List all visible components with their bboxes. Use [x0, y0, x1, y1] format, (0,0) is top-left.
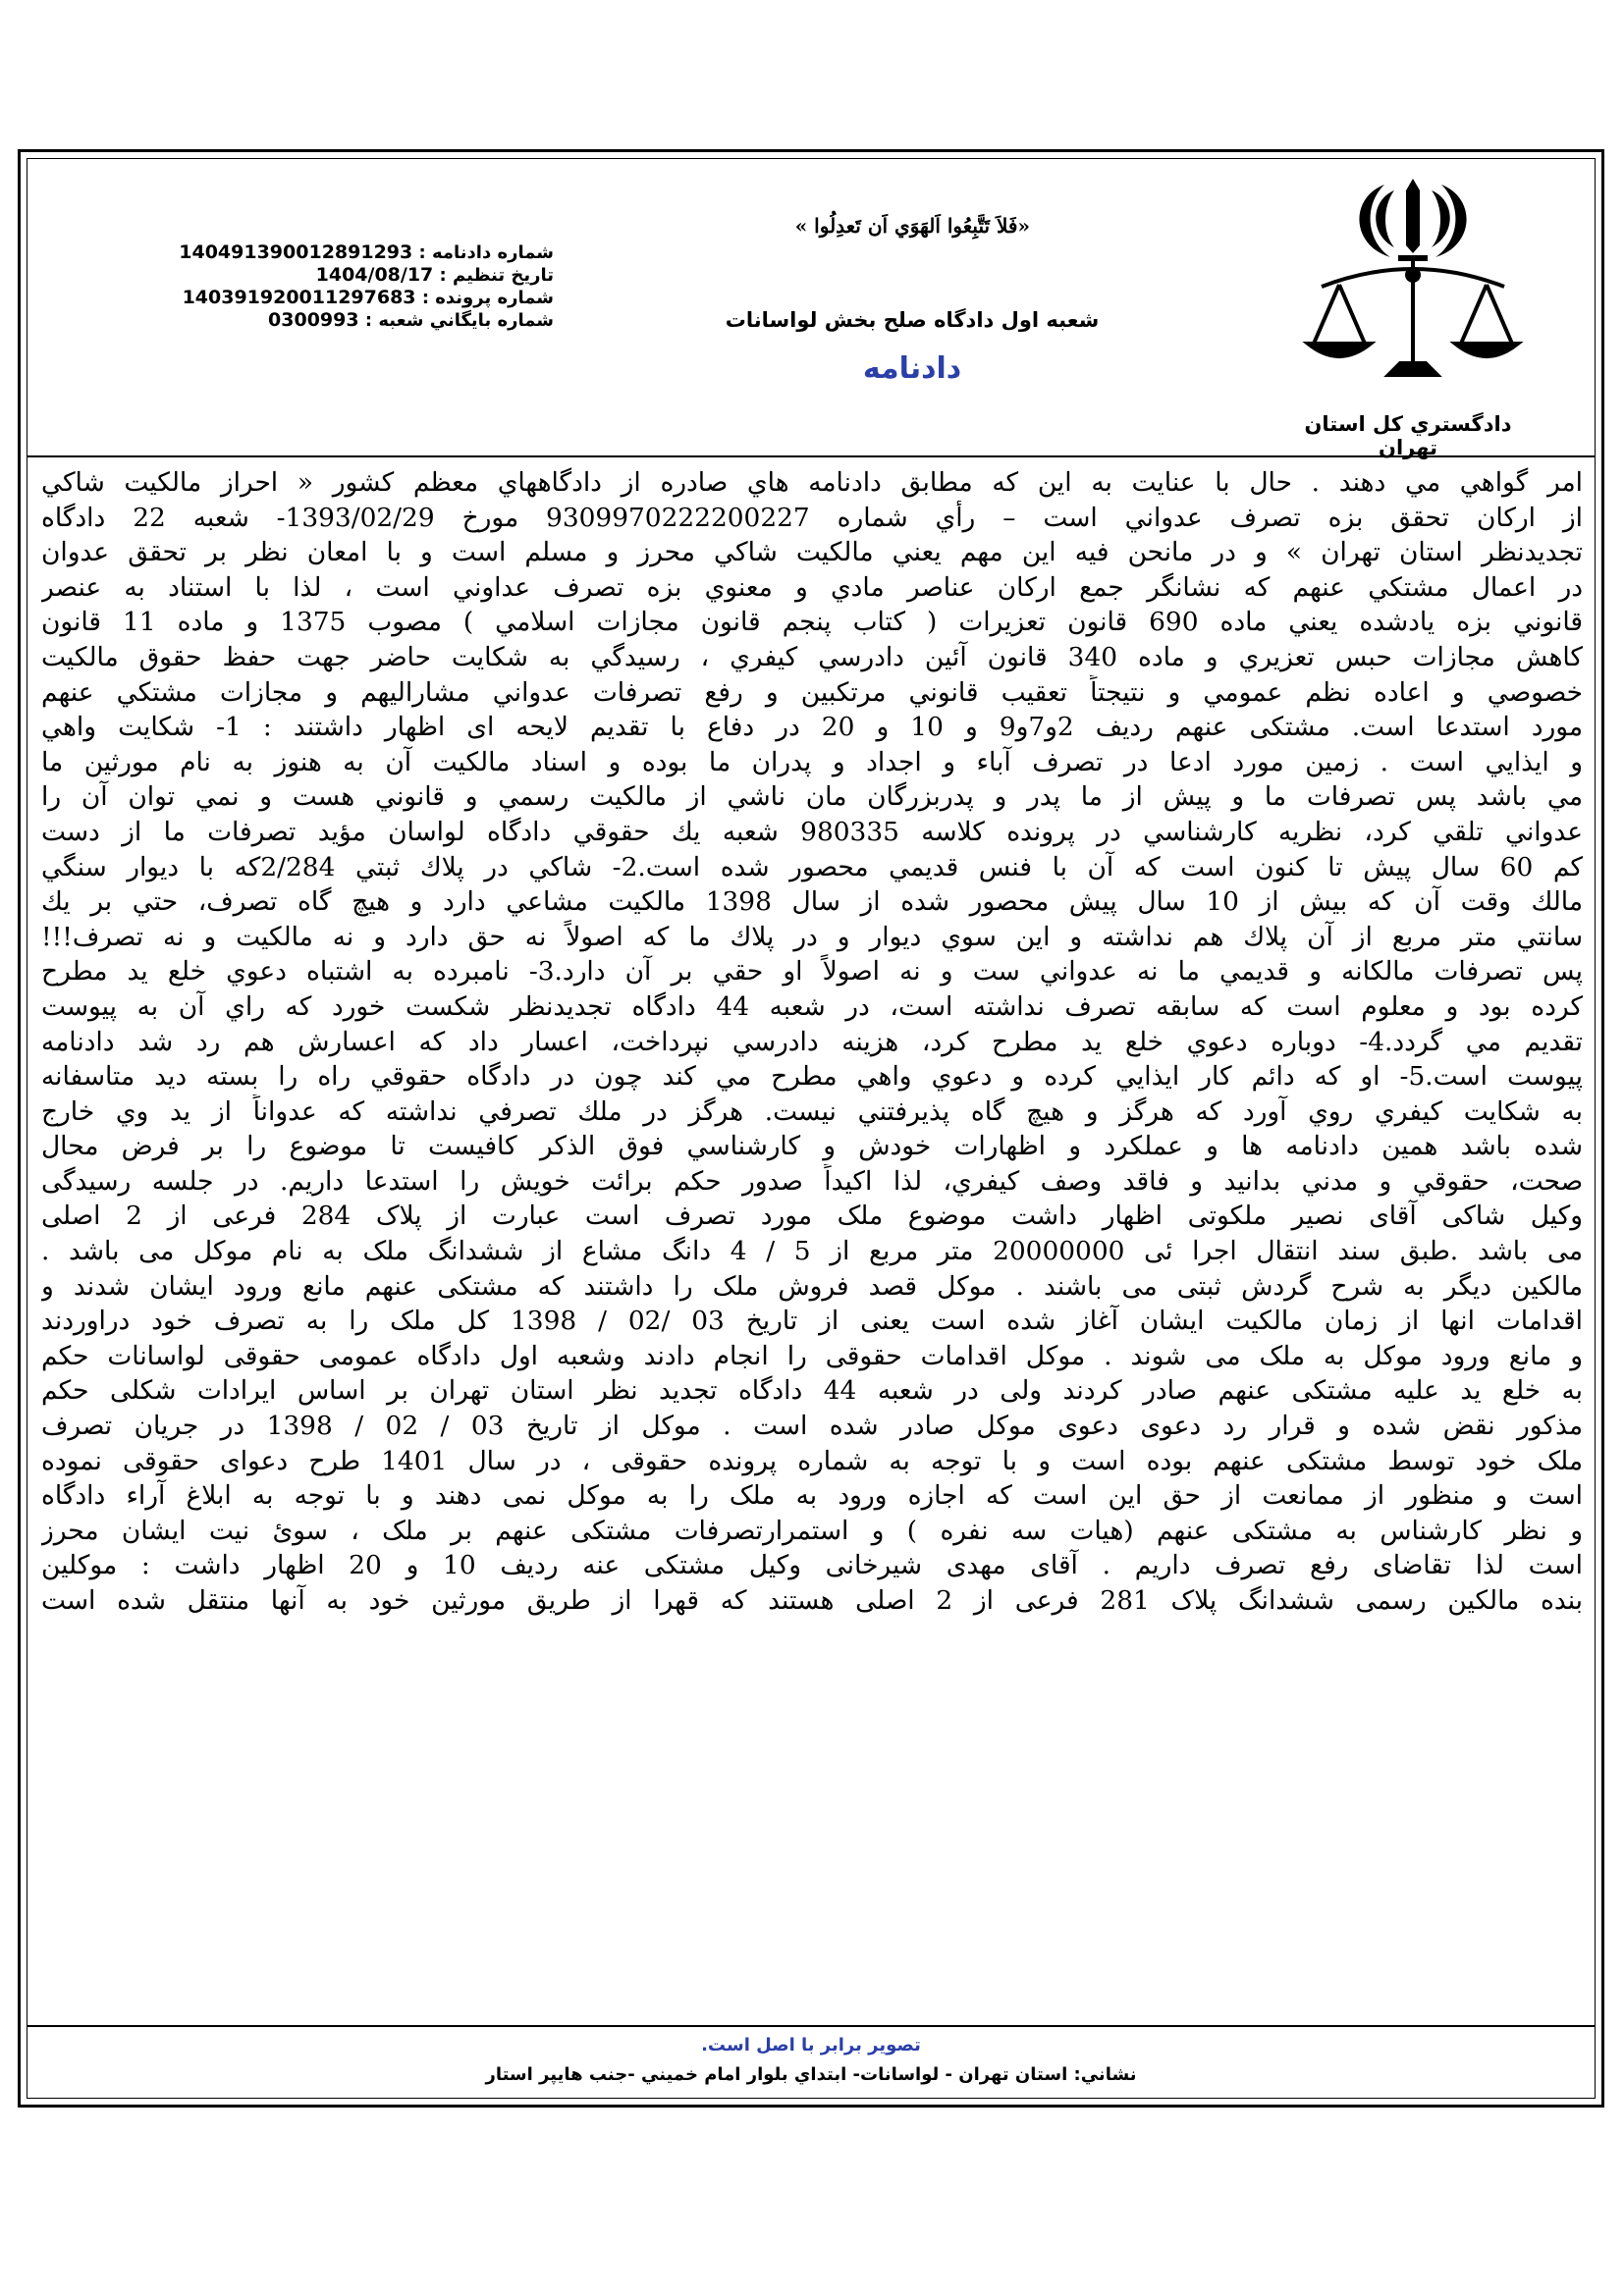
body-line: مالکین دیگر به شرح گردش ثبتی می باشند . موکل قصد فروش ملک را داشتند که مشتکی عنهم مانع ورود ایشان شدند و — [41, 1270, 1583, 1302]
meta-label: شماره پرونده : — [421, 288, 554, 308]
body-line: تجديدنظر استان تهران » و در مانحن فيه اين مهم يعني مالكيت شاكي محرز و مسلم است و با امعان نظر بر تحقق عدوان — [41, 537, 1583, 568]
meta-value: 0300993 — [268, 309, 359, 331]
body-line: صحت، حقوقي و مدني بدانيد و فاقد وصف كيفري، لذا اكيداً صدور حكم برائت خويش را استدعا داريم. در جلسه رسيدگی — [41, 1165, 1583, 1197]
body-line: سانتي متر مربع از آن پلاك هم نداشته و اين سوي ديوار و در پلاك ما كه اصولاً نه حق دارد و نه مالكيت و نه تصرف!!! — [41, 921, 1583, 952]
verdict-body — [41, 465, 1583, 1619]
verdict-number-row — [141, 241, 554, 264]
judiciary-name: دادگستري كل استان تهران — [1304, 412, 1512, 459]
meta-label: شماره بايگاني شعبه : — [364, 310, 554, 331]
document-header — [27, 159, 1595, 457]
body-line: مي باشد پس تصرفات ما و پيش از ما پدر و پدربزرگان مان ناشي از مالكيت رسمي و قانوني هست و نمي توان آن را — [41, 781, 1583, 813]
body-line: از اركان تحقق بزه تصرف عدواني است – رأي شماره 9309970222200227 مورخ 1393/02/29- شعبه 22 دادگاه — [41, 502, 1583, 533]
case-metadata — [141, 241, 554, 332]
body-line: و مانع ورود موکل به ملک می شوند . موکل اقدامات حقوقی را انجام دادند وشعبه اول دادگاه عمومی حقوقی لواسانات حکم — [41, 1340, 1583, 1371]
body-line: به شكايت كيفري روي آورد كه هرگز و هيچ گاه پذيرفتني نيست. هرگز در ملك تصرفي نداشته كه عدواناً از يد وي خارج — [41, 1095, 1583, 1127]
body-line: ملک خود توسط مشتکی عنهم بوده است و با توجه به شماره پرونده حقوقی ، در سال 1401 طرح دعوای حقوقی نموده — [41, 1445, 1583, 1476]
body-line: كم 60 سال پيش تا كنون است كه آن با فنس قديمي محصور شده است.2- شاكي در پلاك ثبتي 2/284كه با ديوار سنگي — [41, 851, 1583, 882]
body-line: بنده مالکین رسمی ششدانگ پلاک 281 فرعی از 2 اصلی هستند که قهرا از طریق مورثین خود به آنها منتقل شده است — [41, 1585, 1583, 1616]
issue-date-row — [141, 264, 554, 287]
document-title: دادنامه — [862, 351, 962, 386]
body-line: امر گواهي مي دهند . حال با عنايت به اين كه مطابق دادنامه هاي صادره از دادگاههاي معظم كشور « احراز مالكيت شاكي — [41, 467, 1583, 498]
body-line: كرده بود و معلوم است كه سابقه تصرف نداشته است، در شعبه 44 دادگاه تجديدنظر شكست خورد كه راي آن به پيوست — [41, 990, 1583, 1022]
iran-emblem-icon — [1359, 179, 1466, 261]
body-line: قانوني بزه يادشده يعني ماده 690 قانون تعزيرات ( كتاب پنجم قانون مجازات اسلامي ) مصوب 1375 و ماده 11 قانون — [41, 607, 1583, 638]
body-line: و ايذايي است . زمين مورد ادعا در تصرف آباء و اجداد و پدران ما بوده و اسناد مالكيت آن به هنوز به نام مورثين ما — [41, 746, 1583, 777]
body-line: و نظر کارشناس به مشتکی عنهم (هیات سه نفره ) و استمرارتصرفات مشتکی عنهم بر ملک ، سوئ نیت ایشان محرز — [41, 1515, 1583, 1546]
judiciary-emblem-icon — [1300, 177, 1526, 383]
court-branch-name: شعبه اول دادگاه صلح بخش لواسانات — [725, 308, 1100, 332]
document-frame — [18, 149, 1604, 2108]
quran-quote: «فَلاَ تَتَّبِعُوا اَلهَوَي اَن تَعدِلُوا » — [794, 214, 1030, 238]
body-line: تقديم مي گردد.4- دوباره دعوي خلع يد مطرح كرد، هزينه دادرسي نپرداخت، اعسار داد كه اعسارش هم رد شد دادنامه — [41, 1026, 1583, 1057]
case-number-row — [141, 287, 554, 309]
body-line: است و منظور از ممانعت از حق این است که اجازه ورود به ملک را به موکل نمی دهند و با توجه به ابلاغ آراء دادگاه — [41, 1480, 1583, 1512]
meta-value: 140391920011297683 — [182, 287, 416, 308]
body-line: خصوصي و اعاده نظم عمومي و نتيجتاً تعقيب قانوني مرتكبين و رفع تصرفات عدواني مشاراليهم و مجازات مشتكي عنهم — [41, 676, 1583, 708]
court-address: نشاني: استان تهران - لواسانات- ابتداي بلوار امام خميني -جنب هايپر استار — [485, 2064, 1137, 2085]
body-line: می باشد .طبق سند انتقال اجرا ئی 20000000 متر مربع از 5 / 4 دانگ مشاع از ششدانگ ملک به نام موکل می باشد . — [41, 1236, 1583, 1267]
body-line: به خلع ید علیه مشتکی عنهم صادر کردند ولی در شعبه 44 دادگاه تجدید نظر استان تهران بر اساس ایرادات شکلی حکم — [41, 1375, 1583, 1407]
body-line: پس تصرفات مالكانه و قديمي ما نه عدواني ست و نه اصولاً او حقي بر آن دارد.3- نامبرده به اشتباه دعوي خلع يد مطرح — [41, 956, 1583, 988]
body-line: كاهش مجازات حبس تعزيري و ماده 340 قانون آئين دادرسي كيفري ، رسيدگي به شكايت حاضر جهت حفظ حقوق مالكيت — [41, 641, 1583, 672]
archive-number-row — [141, 309, 554, 332]
meta-label: شماره دادنامه : — [418, 242, 554, 263]
document-inner-border — [27, 158, 1596, 2099]
body-line: مذکور نقض شده و قرار رد دعوی دعوی موکل صادر شده است . موکل از تاریخ 03 / 02 / 1398 در جریان تصرف — [41, 1411, 1583, 1442]
body-line: مورد استدعا است. مشتکی عنهم رديف 2و7و9 و 10 و 20 در دفاع با تقديم لايحه ای اظهار داشتند : 1- شكايت واهي — [41, 712, 1583, 743]
body-line: عدواني تلقي كرد، نظريه كارشناسي در پرونده كلاسه 980335 شعبه يك حقوقي دادگاه لواسان مؤيد تصرفات ما از دست — [41, 816, 1583, 847]
certified-copy-note: تصوير برابر با اصل است. — [701, 2035, 921, 2056]
meta-value: 140491390012891293 — [179, 241, 413, 263]
body-line: مالك وقت آن كه بيش از 10 سال پيش محصور شده از سال 1398 مالكيت مشاعي دارد و هيچ گاه تصرف، حتي بر يك — [41, 886, 1583, 918]
body-line: در اعمال مشتكي عنهم كه نشانگر جمع اركان عناصر مادي و معنوي بزه تصرف عداوني است ، لذا با استناد به عنصر — [41, 571, 1583, 603]
body-line: وکیل شاکی آقای نصیر ملکوتی اظهار داشت موضوع ملک مورد تصرف است عبارت از پلاک 284 فرعی از 2 اصلی — [41, 1201, 1583, 1232]
meta-label: تاريخ تنظيم : — [439, 265, 554, 286]
body-line: است لذا تقاضای رفع تصرف داریم . آقای مهدی شیرخانی وکیل مشتکی عنه ردیف 10 و 20 اظهار داشت : موکلین — [41, 1550, 1583, 1581]
document-footer — [27, 2025, 1595, 2098]
body-line: اقدامات انها از زمان مالکیت ایشان آغاز شده است یعنی از تاریخ 03 /02 / 1398 کل ملک را به تصرف خود دراوردند — [41, 1306, 1583, 1337]
body-line: پيوست است.5- او كه دائم كار ايذايي كرده و دعوي واهي مطرح مي كند چون در دادگاه حقوقي راه را بسته ديد متاسفانه — [41, 1061, 1583, 1093]
meta-value: 1404/08/17 — [315, 264, 434, 286]
body-line: شده باشد همين دادنامه ها و عملكرد و اظهارات خودش و كارشناسي فوق الذكر كافيست تا موضوع را بر فرض محال — [41, 1131, 1583, 1162]
